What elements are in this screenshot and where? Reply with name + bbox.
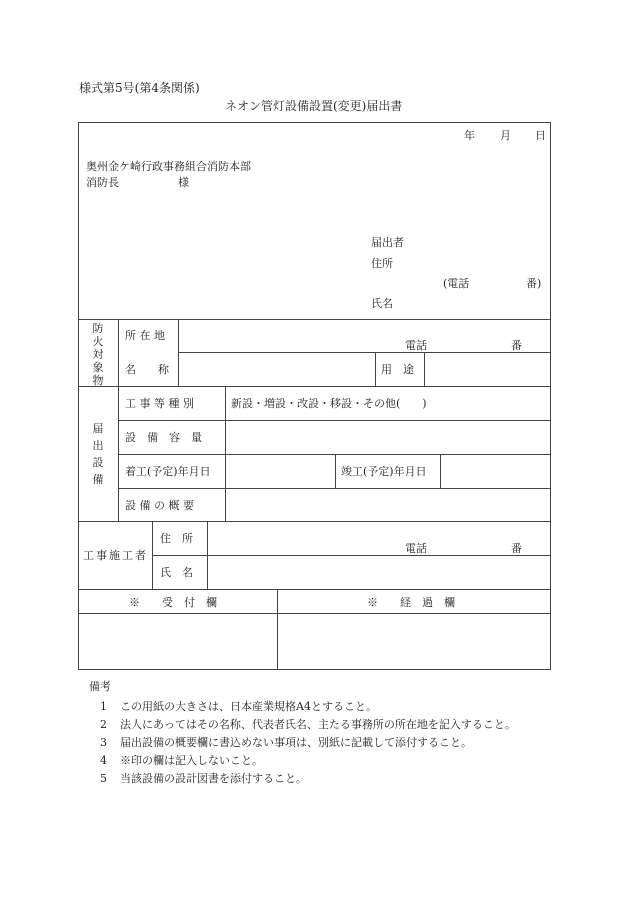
note-text: 届出設備の概要欄に書込めない事項は、別紙に記載して添付すること。: [120, 736, 472, 749]
end-date-label: 竣工(予定)年月日: [341, 465, 427, 478]
applicant-phone-open: (電話: [443, 277, 470, 290]
note-text: 当該設備の設計図書を添付すること。: [120, 772, 307, 785]
addressee-org: 奥州金ケ崎行政事務組合消防本部: [86, 160, 251, 173]
form-table: [78, 122, 551, 670]
applicant-name: 氏名: [371, 297, 393, 310]
divider-line: [118, 488, 551, 489]
reception-column-label: ※ 受 付 欄: [129, 596, 217, 609]
applicant-address: 住所: [371, 257, 393, 270]
summary-label: 設 備 の 概 要: [125, 499, 194, 512]
divider-line: [277, 589, 278, 670]
form-title: ネオン管灯設備設置(変更)届出書: [225, 99, 403, 113]
location-ban: 番: [511, 339, 522, 352]
progress-column-label: ※ 経 過 欄: [367, 596, 455, 609]
note-item: [100, 773, 307, 784]
divider-line: [335, 454, 336, 488]
note-item: [100, 701, 377, 712]
note-text: この用紙の大きさは、日本産業規格A4とすること。: [120, 700, 377, 713]
date-month: 月: [500, 129, 511, 142]
note-number: 2: [100, 718, 107, 731]
date-day: 日: [535, 129, 546, 142]
addressee-chief: 消防長: [86, 176, 119, 189]
divider-line: [440, 454, 441, 488]
divider-line: [178, 352, 551, 353]
subject-group-label: 防火対象物: [92, 322, 104, 387]
divider-line: [152, 521, 153, 589]
capacity-label: 設 備 容 量: [125, 431, 202, 444]
note-number: 3: [100, 736, 107, 749]
location-label: 所 在 地: [125, 329, 165, 342]
note-number: 1: [100, 700, 107, 713]
divider-line: [78, 521, 551, 522]
contractor-phone: 電話: [405, 542, 427, 555]
note-item: [100, 755, 263, 766]
divider-line: [178, 319, 179, 386]
contractor-name-label: 氏 名: [160, 566, 193, 579]
location-phone: 電話: [405, 339, 427, 352]
divider-line: [78, 386, 551, 387]
note-number: 4: [100, 754, 107, 767]
note-number: 5: [100, 772, 107, 785]
divider-line: [118, 420, 551, 421]
divider-line: [225, 386, 226, 521]
contractor-label: 工事施工者: [83, 549, 148, 562]
divider-line: [375, 352, 376, 386]
usage-label: 用 途: [381, 363, 414, 376]
date-year: 年: [464, 129, 475, 142]
divider-line: [78, 613, 551, 614]
name-label: 名 称: [125, 363, 169, 376]
work-type-value: 新設・増設・改設・移設・その他( ): [231, 397, 427, 410]
equipment-group-label: 届出設備: [92, 422, 104, 486]
note-text: ※印の欄は記入しないこと。: [120, 754, 263, 767]
note-text: 法人にあってはその名称、代表者氏名、主たる事務所の所在地を記入すること。: [120, 718, 516, 731]
work-type-label: 工 事 等 種 別: [125, 397, 194, 410]
contractor-ban: 番: [511, 542, 522, 555]
note-item: [100, 719, 516, 730]
form-number: 様式第5号(第4条関係): [79, 81, 200, 95]
divider-line: [207, 521, 208, 589]
start-date-label: 着工(予定)年月日: [125, 465, 211, 478]
applicant-label: 届出者: [371, 236, 404, 249]
contractor-address-label: 住 所: [160, 532, 193, 545]
divider-line: [118, 319, 119, 521]
note-item: [100, 737, 472, 748]
addressee-sama: 様: [178, 176, 189, 189]
divider-line: [152, 555, 551, 556]
notes-heading: 備考: [89, 680, 111, 693]
divider-line: [78, 319, 551, 320]
divider-line: [78, 589, 551, 590]
applicant-phone-close: 番): [526, 277, 542, 290]
divider-line: [424, 352, 425, 386]
